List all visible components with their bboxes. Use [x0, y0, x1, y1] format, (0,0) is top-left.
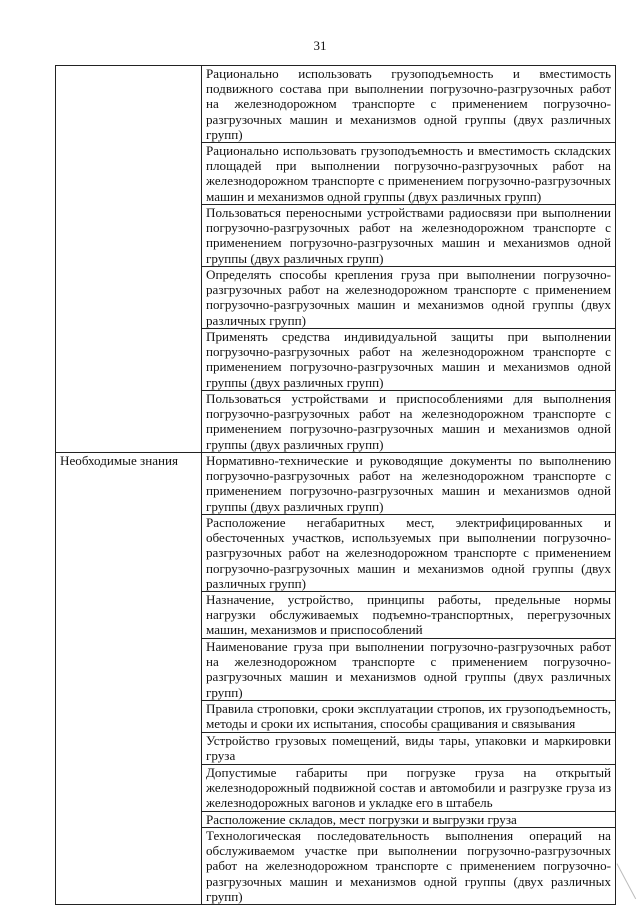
page-number: 31 — [313, 38, 327, 53]
knowledge-item: Наименование груза при выполнении погрузочно-разгрузочных работ на железнодорожном транспорте с применением погрузочно-разгрузочных машин и механизмов одной группы (двух различных групп) — [202, 639, 616, 701]
knowledge-item: Технологическая последовательность выполнения операций на обслуживаемом участке при выполнении погрузочно-разгрузочных работ на железнодорожном транспорте с применением погрузочно-разгрузочных машин и механизмов одной группы (двух различных групп) — [202, 828, 616, 905]
knowledge-item: Расположение складов, мест погрузки и выгрузки груза — [202, 811, 616, 827]
skill-item: Применять средства индивидуальной защиты при выполнении погрузочно-разгрузочных работ на железнодорожном транспорте с применением погрузочно-разгрузочных машин и механизмов одной группы (двух различных групп) — [202, 329, 616, 391]
skill-item: Пользоваться переносными устройствами радиосвязи при выполнении погрузочно-разгрузочных работ на железнодорожном транспорте с применением погрузочно-разгрузочных машин и механизмов одной группы (двух различных групп) — [202, 205, 616, 267]
skills-label-cell — [56, 66, 202, 453]
skill-item: Рационально использовать грузоподъемность и вместимость подвижного состава при выполнении погрузочно-разгрузочных работ на железнодорожном транспорте с применением погрузочно-разгрузочных машин и механизмов одной группы (двух различных групп) — [202, 66, 616, 143]
knowledge-item: Устройство грузовых помещений, виды тары, упаковки и маркировки груза — [202, 732, 616, 764]
table-row — [56, 453, 616, 515]
scan-artifact — [616, 857, 640, 899]
skill-item: Определять способы крепления груза при выполнении погрузочно-разгрузочных работ на железнодорожном транспорте с применением погрузочно-разгрузочных машин и механизмов одной группы (двух различных групп) — [202, 267, 616, 329]
knowledge-item: Допустимые габариты при погрузке груза на открытый железнодорожный подвижной состав и автомобили и разгрузке груза из железнодорожных вагонов и укладке его в штабель — [202, 764, 616, 811]
knowledge-item: Назначение, устройство, принципы работы, предельные нормы нагрузки обслуживаемых подъемно-транспортных, перегрузочных машин, механизмов и приспособлений — [202, 592, 616, 639]
knowledge-item: Правила строповки, сроки эксплуатации стропов, их грузоподъемность, методы и сроки их испытания, способы сращивания и связывания — [202, 700, 616, 732]
table-row — [56, 66, 616, 143]
skill-item: Рационально использовать грузоподъемность и вместимость складских площадей при выполнении погрузочно-разгрузочных работ на железнодорожном транспорте с применением погрузочно-разгрузочных машин и механизмов одной группы (двух различных групп) — [202, 143, 616, 205]
knowledge-label: Необходимые знания — [56, 453, 202, 905]
requirements-table — [55, 65, 616, 905]
skill-item: Пользоваться устройствами и приспособлениями для выполнения погрузочно-разгрузочных работ на железнодорожном транспорте с применением погрузочно-разгрузочных машин и механизмов одной группы (двух различных групп) — [202, 391, 616, 453]
knowledge-item: Нормативно-технические и руководящие документы по выполнению погрузочно-разгрузочных работ на железнодорожном транспорте с применением погрузочно-разгрузочных машин и механизмов одной группы (двух различных групп) — [202, 453, 616, 515]
knowledge-item: Расположение негабаритных мест, электрифицированных и обесточенных участков, используемых при выполнении погрузочно-разгрузочных работ на железнодорожном транспорте с применением погрузочно-разгрузочных машин и механизмов одной группы (двух различных групп) — [202, 515, 616, 592]
